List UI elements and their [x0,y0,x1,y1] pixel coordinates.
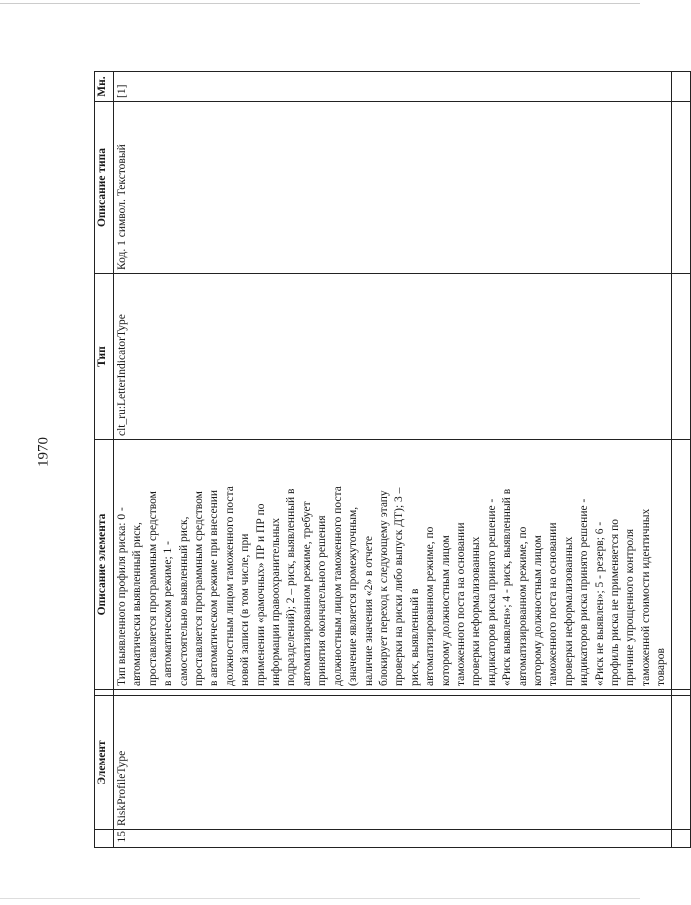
table-row [114,72,672,848]
row-type-description: Код. 1 символ. Текстовый [114,102,672,274]
description-line: автоматизированном режиме, по [516,526,529,686]
description-line: принятия окончательного решения [316,515,329,686]
spec-table-frame [94,72,668,848]
empty-cell [671,102,690,274]
description-line: в автоматическом режиме при внесении [208,489,221,686]
page-number: 1970 [35,437,52,467]
empty-cell [671,72,690,102]
row-type: clt_ru:LetterIndicatorType [114,274,672,440]
description-line: таможенного поста на основании [454,522,467,686]
description-line: товаров [655,648,668,686]
description-line: которому должностным лицом [531,535,544,686]
row-number: 15 [114,830,672,848]
description-line: проверки неформализованных [562,536,575,686]
description-line: профиль риска не применяется по [609,519,621,686]
row-description [114,440,672,690]
description-line: автоматизированном режиме, требует [300,501,313,686]
description-line: индикаторов риска принято решение - [485,498,498,686]
description-line: применении «рамочных» ПР и ПР по [254,503,267,686]
empty-cell [671,696,690,830]
description-line: новой записи (в том числе, при [239,533,252,686]
description-line: блокирует переход к следующему этапу [377,490,390,686]
description-line: «Риск выявлен»; 4 - риск, выявленный в [501,488,514,686]
description-line: проверки на риски либо выпуск ДТ); 3 – [393,487,406,686]
description-line: таможенной стоимости идентичных [639,508,652,686]
description-line: информации правоохранительных [270,518,283,686]
description-line: должностным лицом таможенного поста [223,486,236,686]
header-type: Тип [95,274,114,440]
description-line: таможенного поста на основании [547,522,560,686]
description-line: подразделений); 2 – риск, выявленный в [285,488,298,686]
description-line: (значение является промежуточным, [347,506,360,686]
header-element: Элемент [95,696,114,830]
header-spacer [95,690,114,696]
row-spacer [114,690,672,696]
header-row [95,72,114,848]
description-line: «Риск не выявлен»; 5 - резерв; 6 - [593,521,606,686]
empty-cell [671,440,690,690]
header-mn: Мн. [95,72,114,102]
bottom-rule [0,898,640,899]
top-rule [0,3,640,4]
empty-row [671,72,690,848]
row-element: RiskProfileType [114,696,672,830]
description-line: наличие значения «2» в отчете [362,536,375,686]
empty-cell [671,274,690,440]
description-line: которому должностным лицом [439,535,452,686]
description-line: автоматизированном режиме, по [424,526,437,686]
spec-table-rotated [94,72,668,848]
description-line: индикаторов риска принято решение - [578,498,591,686]
header-num [95,830,114,848]
spec-table [94,71,691,848]
empty-cell [671,690,690,696]
description-line: риск, выявленный в [408,588,421,686]
header-type-description: Описание типа [95,102,114,274]
header-description: Описание элемента [95,440,114,690]
description-line: Тип выявленного профиля риска: 0 - [116,507,128,686]
row-mn: [1] [114,72,672,102]
description-line: проверки неформализованных [470,536,483,686]
description-line: причине упрощенного контроля [624,528,637,686]
description-line: должностным лицом таможенного поста [331,486,344,686]
empty-cell [671,830,690,848]
description-line: автоматически выявленный риск, [131,522,144,686]
description-text [115,443,670,686]
description-line: в автоматическом режиме; 1 - [162,541,175,686]
description-line: самостоятельно выявленный риск, [177,516,190,686]
description-line: проставляется программным средством [193,491,206,686]
description-line: проставляется программным средством [146,491,159,686]
